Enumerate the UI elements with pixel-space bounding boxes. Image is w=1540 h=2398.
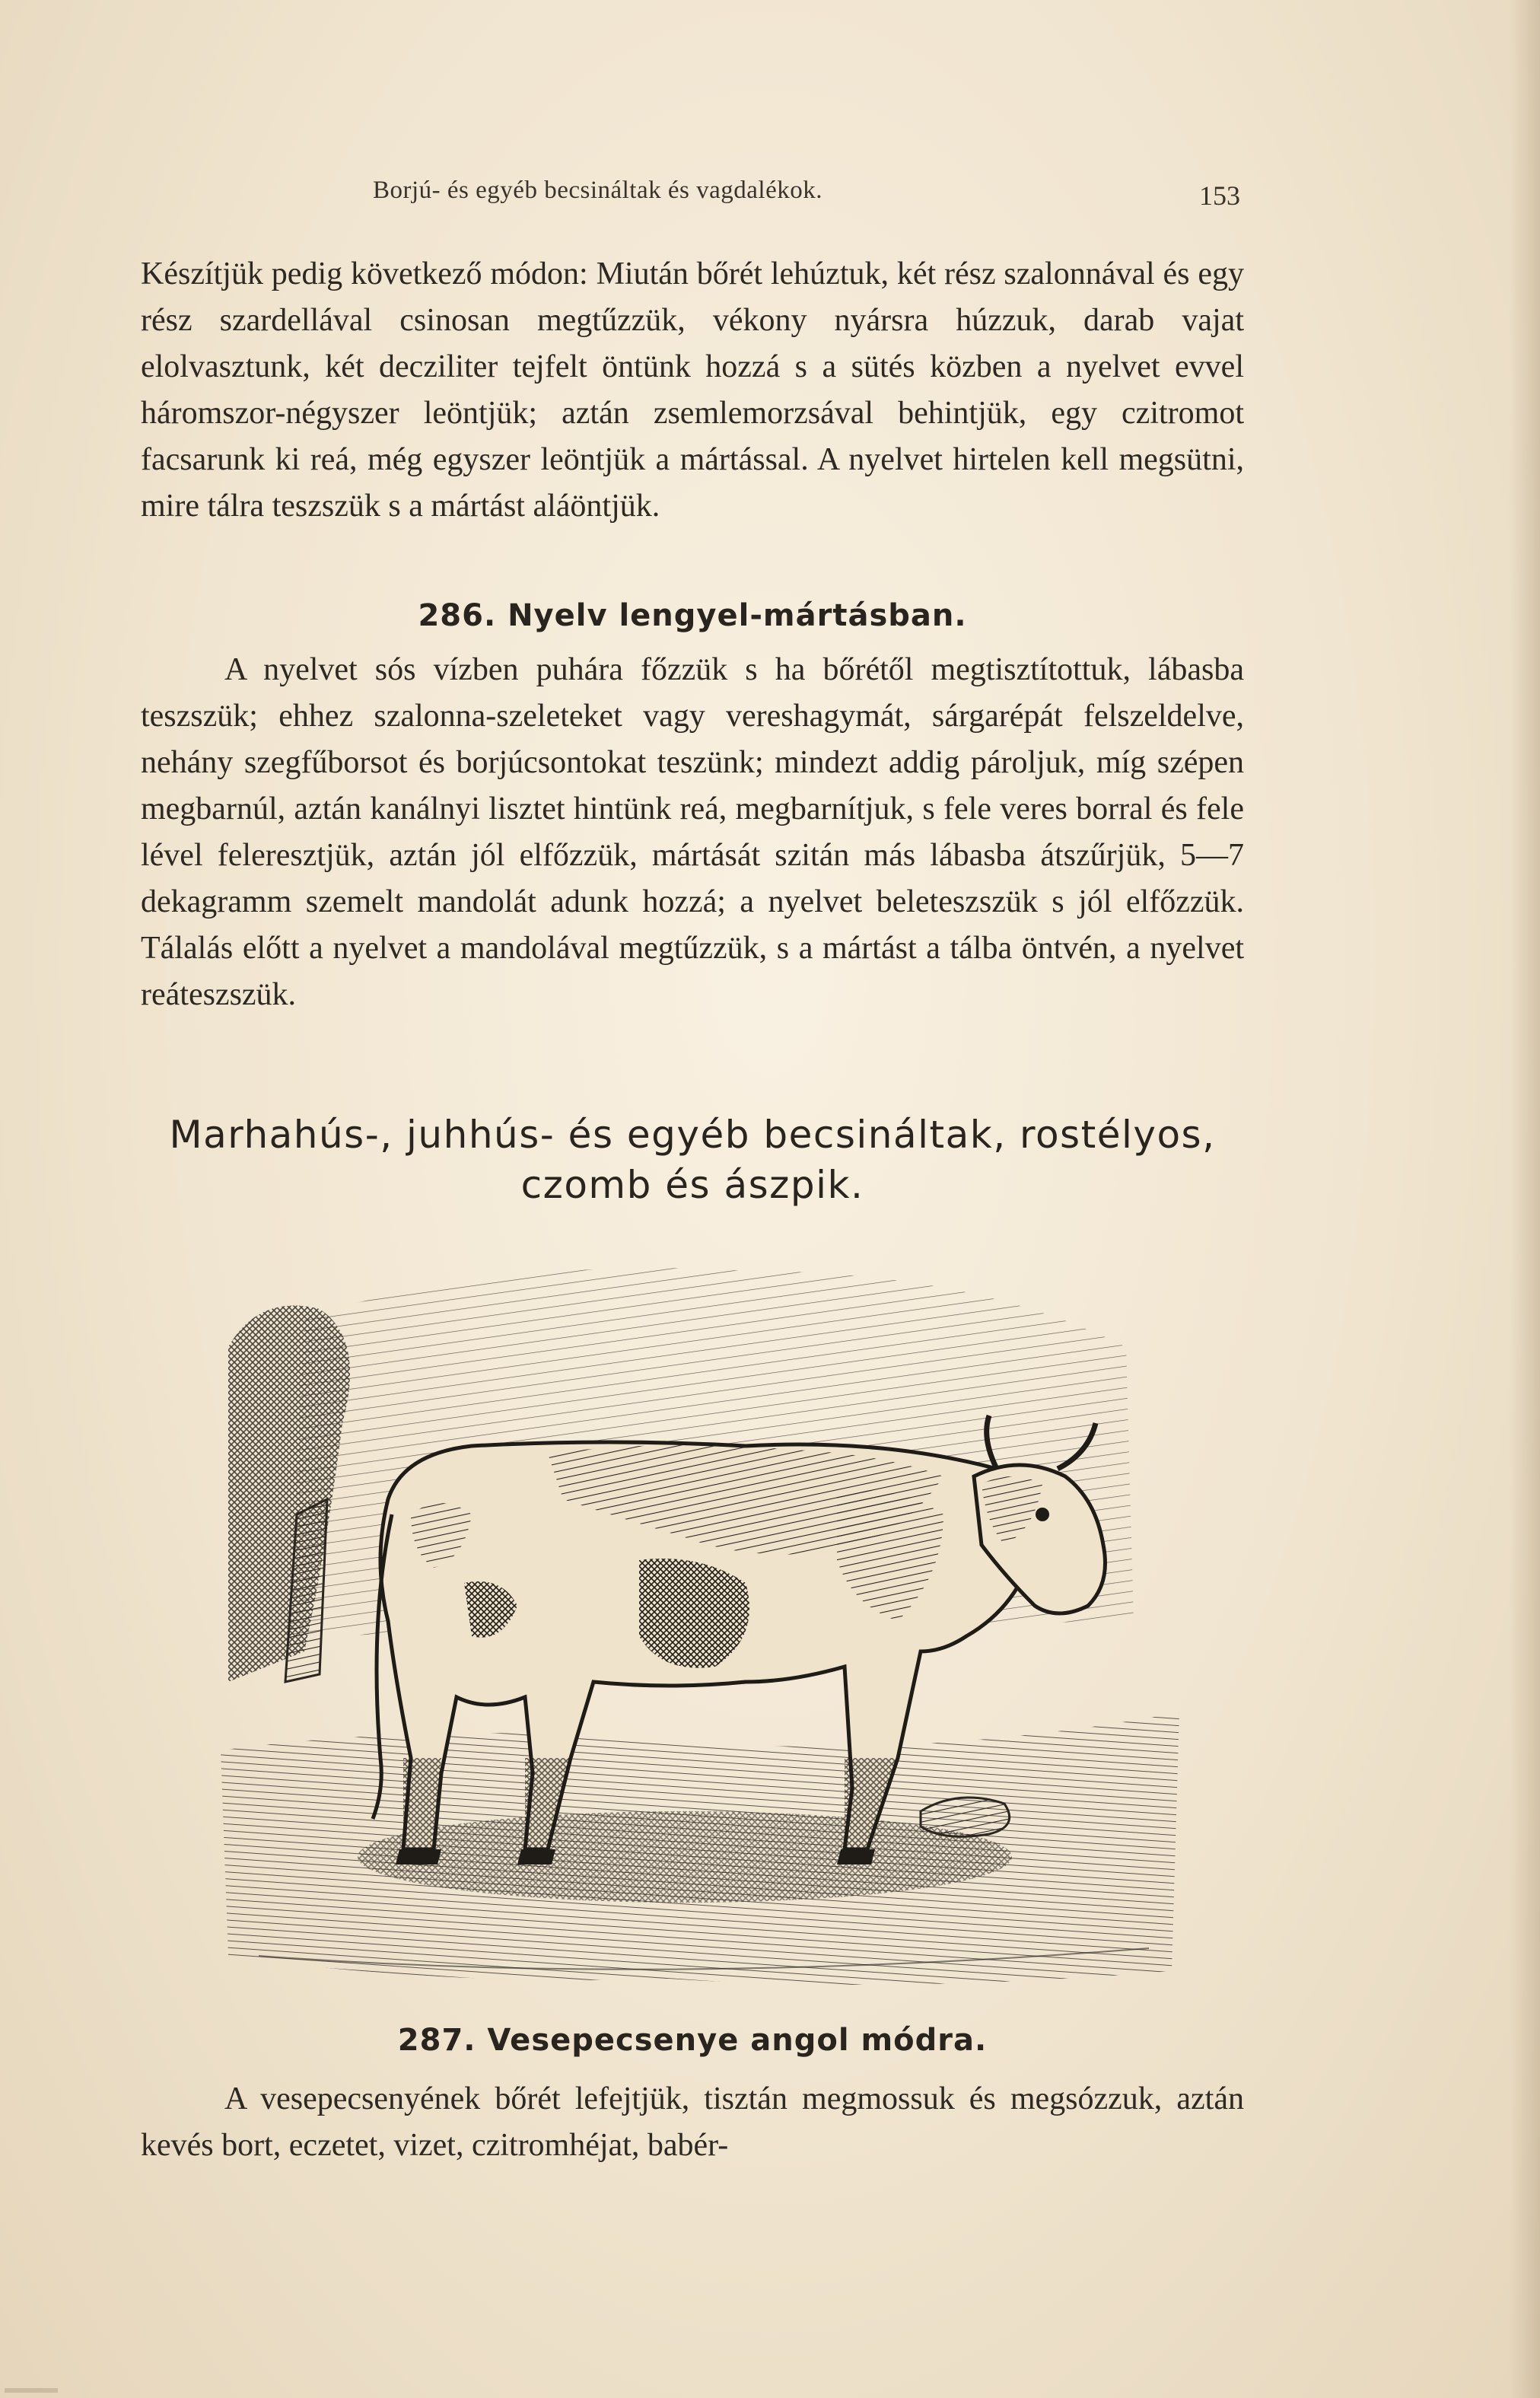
page-edge-shadow	[1510, 0, 1540, 2398]
running-head: Borjú- és egyéb becsináltak és vagdalékok.	[373, 177, 822, 204]
recipe-paragraph-286: A nyelvet sós vízben puhára főzzük s ha bőrétől megtisztítottuk, lábasba teszszük; ehhez szalonna-szeleteket vagy vereshagymát, sárgarépát felszeldelve, nehány szegfűborsot és borjúcsontokat teszünk; mindezt addig pároljuk, míg szépen megbarnúl, aztán kanálnyi lisztet hintünk reá, megbarnítjuk, s fele veres borral és fele lével feleresztjük, aztán jól elfőzzük, mártását szitán más lábasba átszűrjük, 5—7 dekagramm szemelt mandolát adunk hozzá; a nyelvet beleteszszük s jól elfőzzük. Tálalás előtt a nyelvet a mandolával megtűzzük, s a mártást a tálba öntvén, a nyelvet reáteszszük.	[141, 652, 1244, 1012]
ox-eye	[1036, 1508, 1049, 1521]
ox-illustration	[213, 1225, 1187, 1994]
recipe-paragraph-287: A vesepecsenyének bőrét lefejtjük, tisztán megmossuk és megsózzuk, aztán kevés bort, eczetet, vizet, czitromhéjat, babér-	[141, 2081, 1244, 2163]
section-title-line-2: czomb és ászpik.	[520, 1163, 864, 1207]
recipe-heading-287: 287. Vesepecsenye angol módra.	[397, 2023, 988, 2058]
library-stamp	[5, 2388, 58, 2393]
section-title-line-1: Marhahús-, juhhús- és egyéb becsináltak, rostélyos,	[169, 1113, 1216, 1157]
recipe-heading-286: 286. Nyelv lengyel-mártásban.	[418, 598, 967, 633]
intro-paragraph: Készítjük pedig következő módon: Miután bőrét lehúztuk, két rész szalonnával és egy rész szardellával csinosan megtűzzük, vékony nyársra húzzuk, darab vajat elolvasztunk, két decziliter tejfelt öntünk hozzá s a sütés közben a nyelvet evvel háromszor-négyszer leöntjük; aztán zsemlemorzsával behintjük, egy czitromot facsarunk ki reá, még egyszer leöntjük a mártással. A nyelvet hirtelen kell megsütni, mire tálra teszszük s a mártást aláöntjük.	[141, 256, 1244, 524]
page-number: 153	[1199, 180, 1240, 211]
section-title	[141, 1110, 1244, 1210]
ox-engraving	[213, 1225, 1187, 1994]
ground-shadow	[358, 1811, 1012, 1903]
ground-rock	[921, 1798, 1010, 1836]
page-header	[373, 177, 1240, 222]
